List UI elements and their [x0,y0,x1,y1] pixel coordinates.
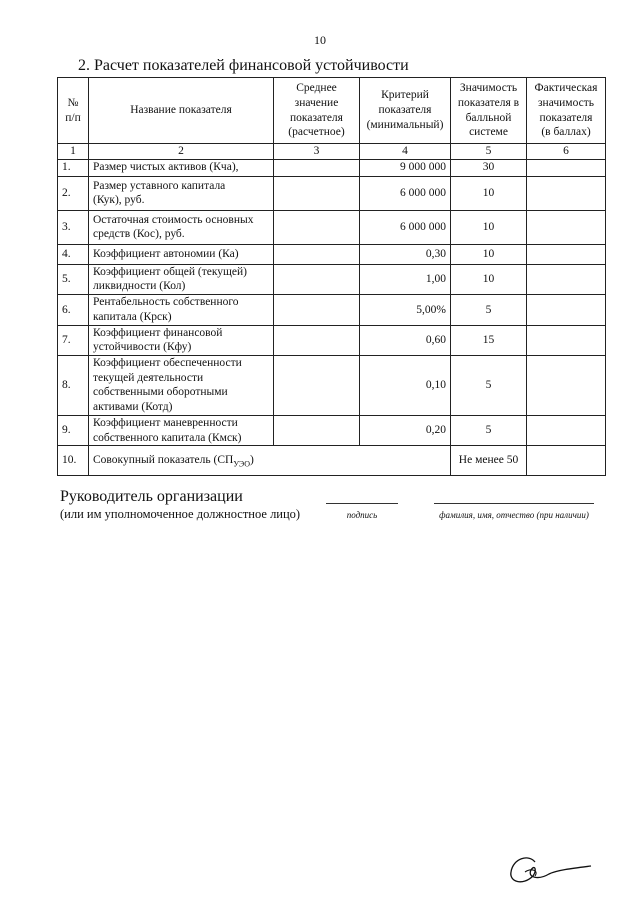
text-line: Коэффициент автономии (Ка) [93,247,239,260]
table-row [58,210,606,244]
row-number: 4. [58,244,89,264]
actual-value [527,244,606,264]
text-line: устойчивости (Кфу) [93,341,192,354]
text-line: Коэффициент маневренности [93,416,238,429]
text-line: УЭО [233,458,251,468]
indicator-name [89,210,274,244]
column-header [451,78,527,144]
total-row [58,446,606,476]
indicator-name [89,176,274,210]
row-number: 7. [58,325,89,355]
column-number: 5 [451,144,527,160]
text-line: системе [469,126,508,139]
table-row [58,356,606,416]
criterion-value: 0,30 [360,244,451,264]
indicator-name [89,264,274,294]
actual-value [527,325,606,355]
indicator-name [89,325,274,355]
criterion-value: 6 000 000 [360,176,451,210]
text-line: (Кук), руб. [93,194,145,207]
name-caption: фамилия, имя, отчество (при наличии) [439,510,589,520]
average-value [274,295,360,325]
column-header [274,78,360,144]
text-line: показателя [378,104,432,117]
significance-value: 10 [451,244,527,264]
text-line: Значимость [459,82,518,95]
row-number: 6. [58,295,89,325]
average-value [274,264,360,294]
significance-value: 5 [451,356,527,416]
actual-value [527,264,606,294]
table-row [58,295,606,325]
actual-value [527,356,606,416]
text-line: показателя [539,111,593,124]
text-line: средств (Кос), руб. [93,228,185,241]
row-number: 8. [58,356,89,416]
text-line: Фактическая [534,82,598,95]
average-value [274,325,360,355]
text-line: (минимальный) [366,118,444,131]
significance-value: 10 [451,176,527,210]
signature-line [326,503,398,504]
significance-value: Не менее 50 [451,446,527,476]
actual-value [527,210,606,244]
text-line: Среднее [296,82,337,95]
significance-value: 5 [451,415,527,445]
text-line: Название показателя [130,104,232,117]
text-line: Совокупный показатель (СП [93,453,234,466]
column-number: 1 [58,144,89,160]
average-value [274,176,360,210]
signature-subtitle: (или им уполномоченное должностное лицо) [60,507,301,521]
text-line: показателя в [457,96,520,109]
text-line: Коэффициент финансовой [93,326,223,339]
text-line: № [67,96,79,109]
significance-value: 10 [451,264,527,294]
table-row [58,264,606,294]
text-line: (расчетное) [288,126,345,139]
actual-value [527,415,606,445]
column-number: 4 [360,144,451,160]
column-header [58,78,89,144]
indicator-name [89,159,274,176]
column-header [89,78,274,144]
text-line: значимость [538,96,594,109]
text-line: собственного капитала (Кмск) [93,431,242,444]
signature-caption: подпись [346,510,378,520]
criterion-value: 0,20 [360,415,451,445]
actual-value [527,446,606,476]
column-header [527,78,606,144]
average-value [274,356,360,416]
text-line: Размер чистых активов (Кча), [93,161,239,174]
criterion-value: 9 000 000 [360,159,451,176]
average-value [274,415,360,445]
signature-title: Руководитель организации [60,488,243,505]
actual-value [527,159,606,176]
text-line: Коэффициент обеспеченности [93,357,242,370]
table-row [58,325,606,355]
text-line: показателя [290,111,343,124]
text-line: активами (Котд) [93,401,173,414]
column-number: 3 [274,144,360,160]
text-line: собственными оборотными [93,386,228,399]
row-number: 9. [58,415,89,445]
text-line: Рентабельность собственного [93,296,239,309]
criterion-value: 6 000 000 [360,210,451,244]
table-row [58,176,606,210]
text-line: (в баллах) [541,126,591,139]
row-number: 5. [58,264,89,294]
indicator-name [89,295,274,325]
text-line: Остаточная стоимость основных [93,213,254,226]
text-line: Критерий [381,89,429,102]
row-number: 2. [58,176,89,210]
row-number: 10. [58,446,89,476]
row-number: 1. [58,159,89,176]
actual-value [527,295,606,325]
text-line: п/п [65,111,81,124]
text-line: балльной [465,111,512,124]
column-number: 6 [527,144,606,160]
indicator-name [89,356,274,416]
column-number: 2 [89,144,274,160]
criterion-value: 5,00% [360,295,451,325]
column-number-row [58,144,606,160]
table-row [58,159,606,176]
average-value [274,244,360,264]
header-row [58,78,606,144]
criterion-value: 1,00 [360,264,451,294]
text-line: ликвидности (Кол) [93,280,186,293]
significance-value: 15 [451,325,527,355]
section-title: 2. Расчет показателей финансовой устойчивости [78,57,409,74]
table-body [58,159,606,476]
column-header [360,78,451,144]
indicator-name [89,415,274,445]
text-line: ) [250,453,254,466]
table-row [58,415,606,445]
name-line [434,503,594,504]
table-row [58,244,606,264]
handwritten-signature-icon [505,848,595,888]
average-value [274,210,360,244]
text-line: текущей деятельности [93,371,204,384]
actual-value [527,176,606,210]
criterion-value: 0,60 [360,325,451,355]
criterion-value: 0,10 [360,356,451,416]
text-line: Коэффициент общей (текущей) [93,265,247,278]
significance-value: 30 [451,159,527,176]
total-label [89,446,451,476]
text-line: Размер уставного капитала [93,179,226,192]
significance-value: 5 [451,295,527,325]
row-number: 3. [58,210,89,244]
indicator-name [89,244,274,264]
average-value [274,159,360,176]
page-number: 10 [314,33,326,47]
text-line: капитала (Крск) [93,310,172,323]
financial-stability-table [57,77,606,476]
significance-value: 10 [451,210,527,244]
text-line: значение [294,96,339,109]
